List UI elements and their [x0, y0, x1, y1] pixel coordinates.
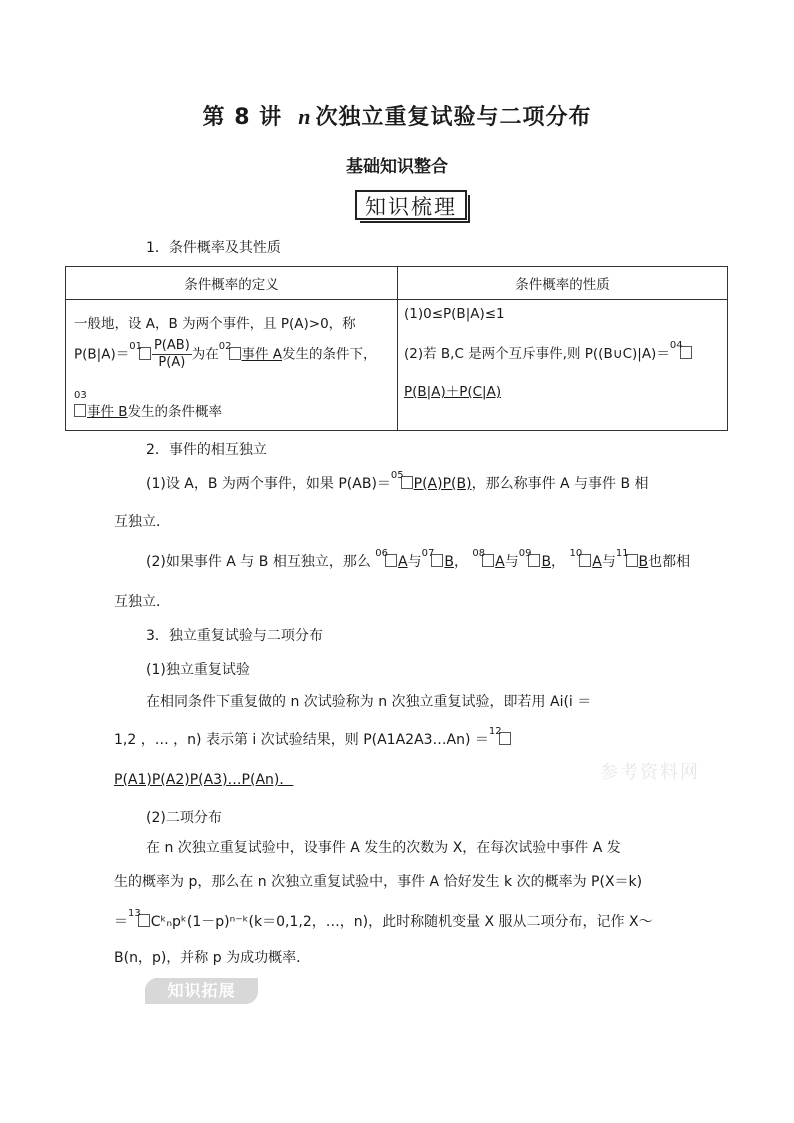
conditional-probability-table: [65, 266, 728, 431]
s3-para1: 在相同条件下重复做的 n 次试验称为 n 次独立重复试验，即若用 Ai(i ＝: [146, 694, 592, 710]
answer-marker: 04: [669, 340, 683, 351]
s2-para2: [146, 548, 691, 574]
s3-para3: 在 n 次独立重复试验中，设事件 A 发生的次数为 X，在每次试验中事件 A 发: [146, 840, 621, 856]
answer-marker: 10: [569, 548, 583, 559]
s3-text: 1,2 ，… ，n) 表示第 i 次试验结果，则 P(A1A2A3…An) ＝: [114, 732, 489, 748]
def-line3: [74, 390, 223, 420]
s2-para1-cont: 互独立．: [114, 514, 170, 530]
answer-11: B: [638, 554, 649, 570]
answer-03: 事件 B: [87, 404, 128, 420]
table-cell-definition: [66, 300, 398, 431]
s2-text: 与: [407, 554, 422, 570]
prop-2-text: (2)若 B,C 是两个互斥事件,则 P((B∪C)|A)＝: [404, 346, 670, 362]
s2-heading: 2．事件的相互独立: [146, 442, 267, 458]
s2-text: ，: [453, 554, 468, 570]
title-prefix: 第 8 讲: [202, 105, 283, 130]
answer-12: P(A1)P(A2)P(A3)…P(An)．: [114, 772, 294, 788]
def-text: 为在: [191, 346, 219, 363]
answer-marker: 08: [472, 548, 486, 559]
s3-sub2: (2)二项分布: [146, 810, 222, 826]
answer-box-icon: [74, 404, 86, 417]
answer-04: P(B|A)＋P(C|A): [404, 384, 502, 400]
s2-text: 也都相: [648, 554, 691, 570]
def-pba: P(B|A)＝: [74, 346, 130, 363]
s3-text: ＝: [114, 914, 128, 930]
s2-text: (2)如果事件 A 与 B 相互独立，那么: [146, 554, 371, 570]
answer-02: 事件 A: [241, 346, 283, 363]
s2-para2-cont: 互独立．: [114, 594, 170, 610]
prop-1: (1)0≤P(B|A)≤1: [404, 306, 505, 322]
answer-marker: 02: [218, 340, 232, 352]
s3-para5: [114, 908, 653, 934]
s2-text: ，: [551, 554, 566, 570]
s2-para1: [146, 470, 649, 496]
fraction-denominator: P(A): [158, 355, 186, 370]
knowledge-extension-banner: 知识拓展: [145, 978, 258, 1004]
s1-heading: 1．条件概率及其性质: [146, 240, 281, 256]
answer-05: P(A)P(B): [413, 476, 472, 492]
answer-marker: 13: [128, 908, 141, 919]
s3-para6: B(n，p)，并称 p 为成功概率．: [114, 950, 311, 966]
answer-06: A: [398, 554, 408, 570]
fraction-numerator: P(AB): [153, 338, 190, 353]
answer-09: B: [541, 554, 552, 570]
s3-text: Cᵏₙpᵏ(1－p)ⁿ⁻ᵏ(k＝0,1,2，…，n)，此时称随机变量 X 服从二项分布，记作 X～: [150, 914, 653, 930]
answer-marker: 12: [488, 726, 502, 737]
answer-08: A: [495, 554, 505, 570]
table-header-definition: 条件概率的定义: [66, 267, 398, 300]
s3-para4: 生的概率为 p，那么在 n 次独立重复试验中，事件 A 恰好发生 k 次的概率为 P(X＝k): [114, 874, 643, 890]
s3-heading: 3．独立重复试验与二项分布: [146, 628, 323, 644]
answer-marker: 03: [74, 390, 87, 401]
s2-text: 与: [504, 554, 519, 570]
answer-marker: 05: [390, 470, 404, 481]
answer-marker: 11: [615, 548, 629, 559]
title-rest: 次独立重复试验与二项分布: [315, 105, 592, 130]
s2-text: (1)设 A，B 为两个事件，如果 P(AB)＝: [146, 476, 391, 492]
def-text: 发生的条件下，: [282, 346, 377, 363]
watermark: 参考资料网: [600, 762, 700, 783]
section-subtitle: 基础知识整合: [346, 157, 448, 177]
answer-marker: 09: [518, 548, 532, 559]
title-n: n: [298, 104, 312, 129]
s2-text: ，那么称事件 A 与事件 B 相: [471, 476, 649, 492]
lesson-title: [0, 100, 794, 131]
answer-marker: 07: [421, 548, 435, 559]
def-line2: [74, 338, 377, 371]
def-text: 发生的条件概率: [127, 404, 223, 420]
answer-marker: 06: [375, 548, 389, 559]
table-cell-properties: [398, 300, 728, 431]
answer-10: A: [592, 554, 602, 570]
fraction: [152, 338, 192, 371]
answer-07: B: [444, 554, 454, 570]
s2-text: 与: [601, 554, 616, 570]
s3-sub1: (1)独立重复试验: [146, 662, 250, 678]
answer-marker: 01: [129, 340, 142, 352]
prop-2: [404, 342, 693, 362]
def-line1: 一般地，设 A，B 为两个事件，且 P(A)>0，称: [74, 316, 356, 332]
table-header-properties: 条件概率的性质: [398, 267, 728, 300]
knowledge-box-title: 知识梳理: [355, 190, 467, 220]
s3-para2: [114, 726, 512, 752]
